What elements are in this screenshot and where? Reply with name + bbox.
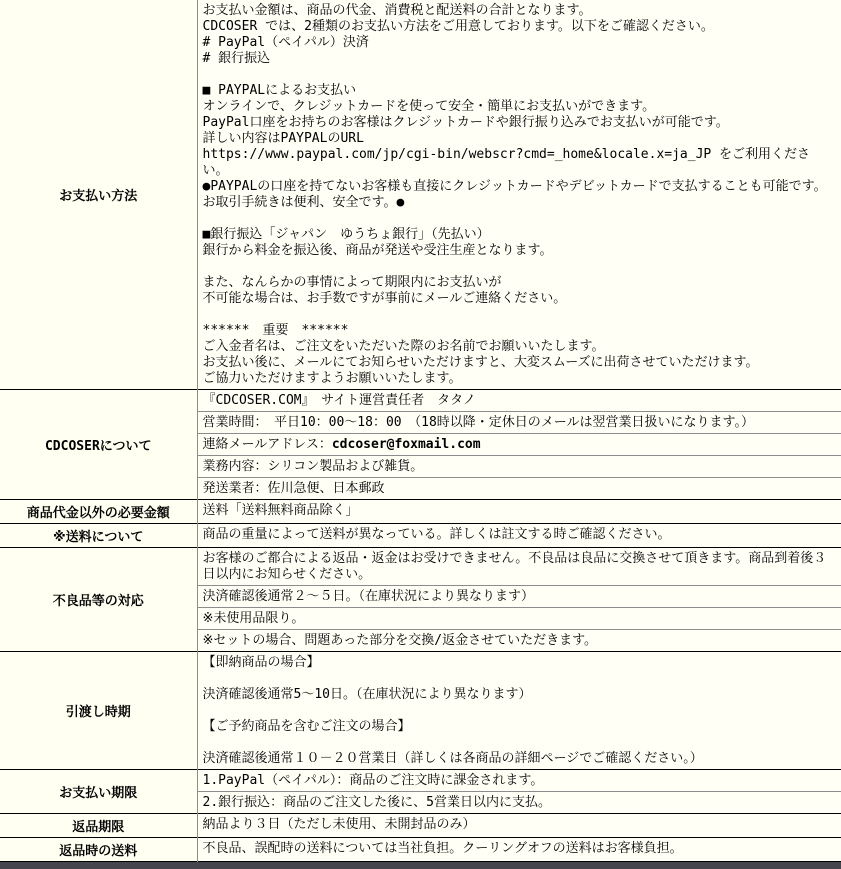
table-row [0, 770, 841, 792]
about-contact-email [197, 434, 841, 456]
return-shipping-content: 不良品、誤配時の送料については当社負担。クーリングオフの送料はお客様負担。 [197, 838, 841, 862]
table-row [0, 652, 841, 770]
text-line: お支払い金額は、商品の代金、消費税と配送料の合計となります。 [202, 3, 592, 18]
table-row [0, 838, 841, 862]
defective-policy-set-items: ※セットの場合、問題あった部分を交換/返金させていただきます。 [197, 630, 841, 652]
table-row [0, 390, 841, 412]
text-line: ■ PAYPALによるお支払い [202, 83, 357, 98]
row-header-delivery-time: 引渡し時期 [0, 652, 197, 770]
row-header-return-shipping: 返品時の送料 [0, 838, 197, 862]
text-line: PayPal口座をお持ちのお客様はクレジットカードや銀行振り込みでお支払いが可能です。 [202, 115, 729, 130]
text-line [203, 307, 837, 323]
row-header-payment-deadline: お支払い期限 [0, 770, 197, 814]
about-shipping-carriers: 発送業者：佐川急便、日本郵政 [197, 478, 841, 500]
extra-fees-content: 送料「送料無料商品除く」 [197, 500, 841, 524]
row-header-return-deadline: 返品期限 [0, 814, 197, 838]
contact-email-address: cdcoser@foxmail.com [331, 437, 481, 452]
payment-deadline-paypal: 1.PayPal（ペイパル）：商品のご注文時に課金されます。 [197, 770, 841, 792]
table-row [0, 814, 841, 838]
text-line [203, 259, 837, 275]
text-line: ご協力いただけますようお願いいたします。 [202, 371, 462, 386]
text-line [203, 703, 837, 719]
text-line: ●PAYPALの口座を持てないお客様も直接にクレジットカードやデビットカードで支払することも可能です。 [202, 179, 827, 194]
text-line: 【即納商品の場合】 [202, 655, 320, 670]
text-line [203, 67, 837, 83]
text-line: # 銀行振込 [202, 51, 271, 66]
text-line: 不可能な場合は、お手数ですが事前にメールご連絡ください。 [202, 291, 567, 306]
about-site-operator: 『CDCOSER.COM』 サイト運営責任者 タタノ [197, 390, 841, 412]
return-deadline-content: 納品より３日（ただし未使用、未開封品のみ） [197, 814, 841, 838]
about-business-hours: 営業時間： 平日10：00～18：00 （18時以降・定休日のメールは翌営業日扱いになります。） [197, 412, 841, 434]
shipping-fee-note-content: 商品の重量によって送料が異なっている。詳しくは註文する時ご確認ください。 [197, 524, 841, 548]
text-line [203, 671, 837, 687]
row-header-shipping-fee-note: ※送料について [0, 524, 197, 548]
text-line: https://www.paypal.com/jp/cgi-bin/webscr?cmd=_home&locale.x=ja_JP をご利用ください。 [202, 147, 811, 178]
delivery-time-text [203, 655, 837, 767]
defective-policy-timing: 決済確認後通常２～５日。（在庫状況により異なります） [197, 586, 841, 608]
text-line: # PayPal（ペイパル）決済 [202, 35, 369, 50]
text-line [203, 735, 837, 751]
text-line: CDCOSER では、2種類のお支払い方法をご用意しております。以下をご確認ください。 [202, 19, 714, 34]
text-line: 銀行から料金を振込後、商品が発送や受注生産となります。 [202, 243, 553, 258]
text-line: オンラインで、クレジットカードを使って安全・簡単にお支払いができます。 [202, 99, 656, 114]
text-line: また、なんらかの事情によって期限内にお支払いが [202, 275, 502, 290]
about-business-description: 業務内容：シリコン製品および雑貨。 [197, 456, 841, 478]
text-line: ご入金者名は、ご注文をいただいた際のお名前でお願いいたします。 [202, 339, 605, 354]
text-line: ■銀行振込「ジャパン ゆうちょ銀行」（先払い） [202, 227, 490, 242]
payment-method-content [197, 0, 841, 390]
text-line: 【ご予約商品を含むご注文の場合】 [202, 719, 411, 734]
table-row [0, 500, 841, 524]
table-row [0, 548, 841, 586]
row-header-about-cdcoser: CDCOSERについて [0, 390, 197, 500]
row-header-payment-method: お支払い方法 [0, 0, 197, 390]
text-line: 決済確認後通常１０－２０営業日（詳しくは各商品の詳細ページでご確認ください。） [202, 751, 703, 766]
delivery-time-content [197, 652, 841, 770]
text-line: お支払い後に、メールにてお知らせいただけますと、大変スムーズに出荷させていただけます。 [202, 355, 759, 370]
defective-policy-unused-only: ※未使用品限り。 [197, 608, 841, 630]
text-line [203, 211, 837, 227]
table-row [0, 524, 841, 548]
defective-policy-returns: お客様のご都合による返品・返金はお受けできません。不良品は良品に交換させて頂きます。商品到着後３日以内にお知らせください。 [197, 548, 841, 586]
text-line: 決済確認後通常5～10日。（在庫状況により異なります） [202, 687, 532, 702]
text-line: お取引手続きは便利、安全です。● [202, 195, 405, 210]
text-line: ****** 重要 ****** [202, 323, 349, 338]
row-header-defective-items: 不良品等の対応 [0, 548, 197, 652]
payment-method-text [203, 3, 837, 387]
table-row [0, 0, 841, 390]
contact-email-label: 連絡メールアドレス： [202, 437, 332, 452]
text-line: 詳しい内容はPAYPALのURL [202, 131, 364, 146]
payment-deadline-bank: 2.銀行振込：商品のご注文した後に、5営業日以内に支払。 [197, 792, 841, 814]
row-header-extra-fees: 商品代金以外の必要金額 [0, 500, 197, 524]
